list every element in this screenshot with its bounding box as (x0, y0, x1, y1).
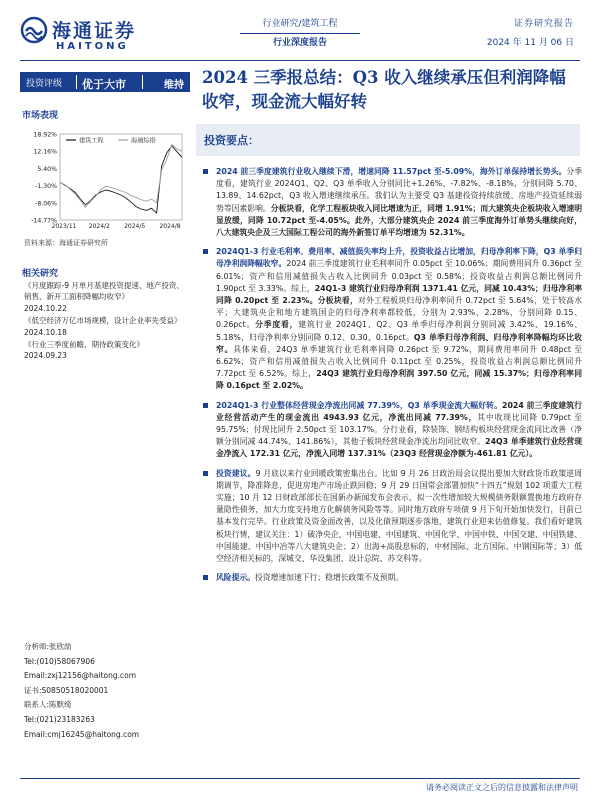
paragraph-segment: 2024 前三季度建筑行业收入继续下滑，增速同降 11.57pct 至-5.09%，海外订单保持增长势头。 (216, 167, 567, 176)
chart-ytick-label: -8.06% (35, 200, 57, 208)
chart-source: 资料来源：海通证券研究所 (24, 239, 108, 247)
market-section-title: 市场表现 (22, 111, 59, 121)
rating-divider (76, 75, 77, 89)
paragraph-segment: 具体来看，24Q3 单季建筑行业毛利率同降 0.26pct 至 9.72%，期间费用率同升 0.48pct 至 6.62%；资产和信用减值损失占收入比例同升 0.11pct 至 0.25%，投资收益占利润总额比例同升 7.72pct 至 6.52%。综上， (216, 344, 583, 379)
report-type: 行业深度报告 (272, 38, 327, 48)
paragraph-segment: 对外工程板块归母净利率同升 0.72pct 至 5.64%，处于较高水平；大建筑央企和地方建筑国企的归母净利率都较低，分别为 2.93%、2.28%，分别同降 0.15、0.26pct。 (216, 296, 583, 330)
contact-line: Tel:(010)58067906 (24, 656, 95, 666)
related-item[interactable] (24, 339, 190, 362)
chart-legend-label: 海通综指 (131, 137, 156, 145)
paragraph-segment: 投资增速加速下行；稳增长政策不及预期。 (254, 573, 404, 583)
related-item[interactable] (24, 315, 190, 338)
key-point-paragraph (200, 572, 582, 584)
key-points-header (196, 124, 580, 156)
paragraph-segment: 分季度看， (255, 320, 299, 330)
report-category: 行业研究/建筑工程 (262, 19, 338, 29)
category-divider (240, 33, 360, 34)
chart-legend-label: 建筑工程 (79, 137, 104, 145)
contact-line: Tel:(021)23183263 (24, 714, 95, 724)
chart-xtick-label: 2024/8 (159, 223, 181, 230)
paragraph-segment: 9 月底以来行业回暖政策密集出台。比如 9 月 26 日政治局会议提出要加大财政货币政策逆周期调节，降准降息，促进房地产市场止跌回稳；9 月 29 日国常会部署加快“十四五”规划 102 项重大工程实施；10 月 12 日财政部部长在国新办新闻发布会表示，拟一次性增加较大规模债务限额置换地方政府存量隐性债务，加大力度支持地方化解债务风险等等。同时地方政府专项债 9 月下旬开始加快发行，目前已基本发行完毕。行业政策及资金面改善，以及化债预期逐步落地，建筑行业迎来估值修复。我们看好建筑板块行情，建议关注：1）破净央企，中国电建、中国建筑、中国化学、中国中铁、中国交建、中国铁建、中国能建、中国中冶等八大建筑央企；2）出海+高股息标的，中材国际、北方国际、中钢国际等；3）低空经济相关标的，深城交、华设集团、设计总院、苏交科等。 (216, 468, 582, 564)
related-item-date: 2024.09.23 (24, 351, 67, 361)
key-point-paragraph (200, 246, 582, 392)
report-date: 2024 年 11 月 06 日 (486, 38, 574, 48)
paragraph-segment: 2024Q1-3 行业整体经营现金净流出同减 77.39%，Q3 单季现金流大幅好转。 (216, 400, 503, 410)
contact-line: 分析师:张欣劼 (24, 642, 72, 651)
contact-line: Email:zxj12156@haitong.com (24, 671, 137, 681)
chart-series-line (60, 146, 182, 213)
paragraph-segment: 2024Q1-3 行业毛利率、费用率、减值损失率均上升，投资收益占比增加，归母净利率下降，Q3 单季归母净利润降幅收窄。 (216, 247, 582, 269)
chart-xtick-label: 2024/5 (124, 223, 146, 230)
chart-series-line (60, 145, 182, 208)
bullet-square-icon (203, 249, 208, 254)
rating-value: 优于大市 (82, 78, 126, 91)
report-header (0, 0, 600, 66)
paragraph-segment: Q3 单季归母净利润、归母净利率降幅均环比收窄。 (216, 332, 583, 354)
bullet-square-icon (203, 575, 208, 580)
related-item-date: 2024.10.18 (24, 327, 67, 337)
rating-label: 投资评级 (26, 79, 63, 89)
paragraph-segment: 分板块看，化学工程板块收入同比增速为正，同增 1.91%；而大建筑央企板块收入增速明显放缓，同降 10.72pct 至-4.05%。此外，大部分建筑央企 2024 前三季度海外订单势头继续向好，八大建筑央企及三大国际工程公司的海外新签订单平均增速为 52.31%。 (216, 203, 583, 238)
chart-xtick-label: 2024/2 (88, 223, 110, 230)
analyst-contacts (24, 640, 190, 742)
key-point-paragraph (200, 166, 582, 239)
chart-ytick-label: 5.40% (37, 165, 57, 173)
report-meta (487, 16, 574, 48)
paragraph-segment: 2024 前三季度建筑行业经营活动产生的现金流出 4943.93 亿元，净流出同减 77.39%， (216, 400, 582, 422)
paragraph-segment: 建筑行业 2024Q1、Q2、Q3 单季归母净利润分别同减 3.42%、19.16%、5.18%，归母净利率分别同降 0.12、0.30、0.16pct。 (216, 320, 583, 342)
contact-line: Email:cmj16245@haitong.com (24, 729, 140, 739)
logo-english-name: HAITONG (56, 41, 129, 52)
market-chart-svg (20, 128, 190, 240)
paragraph-segment: 分季度看，建筑行业 2024Q1、Q2、Q3 单季收入分别同比+1.26%、-7.82%、-8.18%，分别同降 5.70、13.89、14.62pct，Q3 收入增速继续承压。我们认为主要受 Q3 基建投资持续放缓、房地产投资延续弱势等因素影响。 (216, 167, 583, 213)
logo-mark-icon (20, 16, 48, 44)
paragraph-segment: 其中收现比同降 0.79pct 至 95.75%；付现比同升 2.50pct 至 103.17%。分行业看，除装饰、钢结构板块经营现金流同比改善（净额分别同减 44.74%、141.86%），其他子板块经营现金净流出均同比收窄。 (216, 412, 582, 447)
rating-divider (142, 75, 143, 89)
paragraph-segment: 24Q1-3 建筑行业归母净利润 1371.41 亿元，同减 10.43%；归母净利率同降 0.20pct 至 2.23%。分板块看， (216, 283, 582, 306)
paragraph-segment: 2024 前三季度建筑行业毛利率同升 0.05pct 至 10.06%；期间费用同升 0.36pct 至 6.01%；资产和信用减值损失占收入比例同升 0.03pct 至 0.58%；投资收益占利润总额比例同升 1.90pct 至 3.33%。综上， (216, 259, 583, 293)
paragraph-segment: 投资建议。 (216, 468, 256, 478)
related-item-date: 2024.10.22 (24, 303, 67, 313)
report-category-block (230, 16, 370, 48)
related-item-title: 《行业三季度前瞻，期待政策变化》 (24, 340, 144, 350)
bullet-square-icon (203, 403, 208, 408)
key-points-body (200, 166, 582, 592)
footer-disclaimer: 请务必阅读正文之后的信息披露和法律声明 (426, 783, 578, 792)
header-rule (20, 60, 580, 61)
bullet-square-icon (203, 169, 208, 174)
contact-line: 证书:S0850518020001 (24, 685, 109, 695)
market-chart (20, 128, 190, 240)
related-item-title: 《低空经济万亿市场规模，设计企业率先受益》 (24, 316, 182, 326)
chart-plot-frame (60, 134, 182, 220)
rating-bar (20, 72, 190, 92)
rating-status: 维持 (164, 80, 184, 91)
contact-line: 联系人:陈默绮 (24, 700, 72, 710)
paragraph-segment: 风险提示。 (216, 573, 255, 583)
related-research-list (24, 280, 190, 363)
key-points-title: 投资要点： (204, 134, 259, 147)
chart-ytick-label: -1.30% (35, 183, 57, 191)
chart-ytick-label: 12.16% (33, 148, 57, 156)
key-point-paragraph (200, 400, 582, 461)
related-section-title: 相关研究 (22, 269, 59, 279)
chart-xtick-label: 2023/11 (51, 223, 77, 230)
key-point-paragraph (200, 468, 582, 566)
paragraph-segment: 24Q3 建筑行业归母净利润 397.50 亿元，同减 15.37%；归母净利率同降 0.16pct 至 2.02%。 (216, 369, 582, 391)
chart-ytick-label: -14.77% (31, 217, 57, 225)
report-label: 证券研究报告 (513, 19, 574, 29)
bullet-square-icon (203, 471, 208, 476)
footer-rule (20, 778, 580, 779)
haitong-logo (20, 14, 170, 54)
chart-ytick-label: 18.92% (33, 131, 57, 139)
logo-chinese-name: 海通证券 (52, 20, 137, 42)
related-item-title: 《月度跟踪-9 月单月基建投资提速、地产投资、销售、新开工面积降幅均收窄》 (24, 281, 184, 302)
paragraph-segment: 24Q3 单季建筑行业经营现金净流入 172.31 亿元，净流入同增 137.31%（23Q3 经营现金净额为-461.81 亿元）。 (216, 437, 582, 459)
report-title: 2024 三季报总结：Q3 收入继续承压但利润降幅收窄，现金流大幅好转 (202, 68, 566, 111)
related-item[interactable] (24, 280, 190, 314)
